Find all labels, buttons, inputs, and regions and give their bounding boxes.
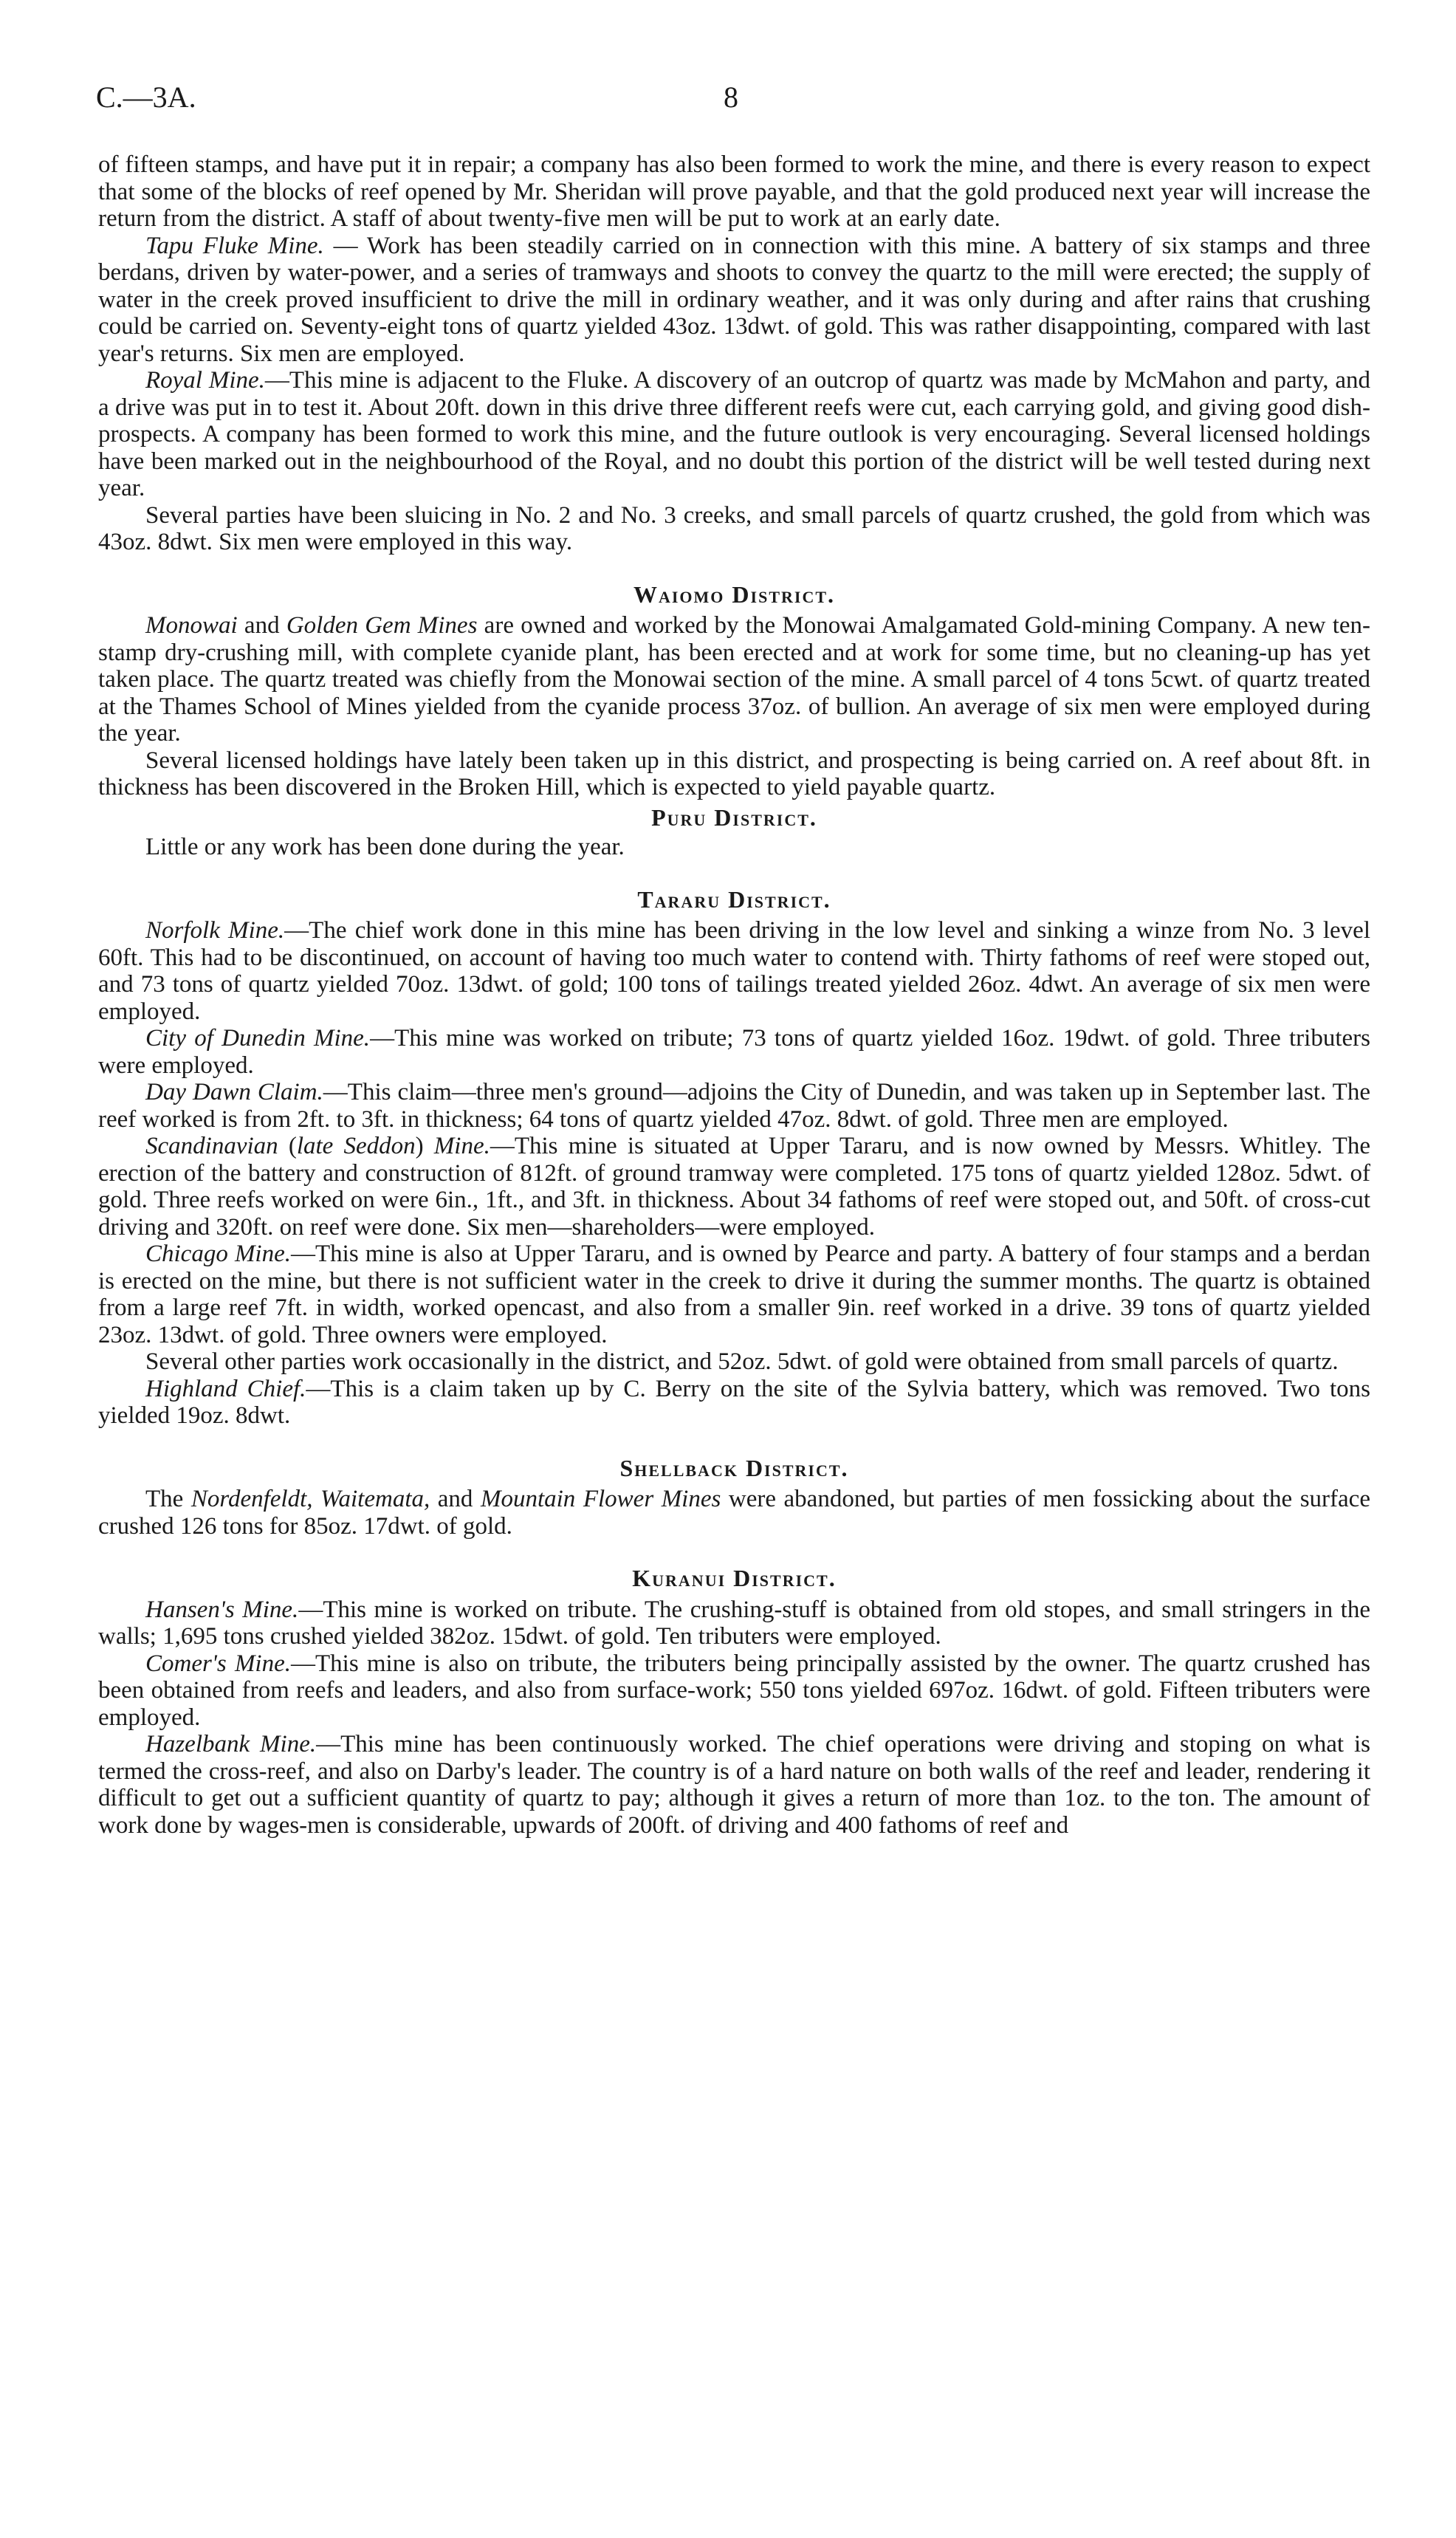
- paragraph: Several licensed holdings have lately been taken up in this district, and prospecting is being carried on. A reef about 8ft. in thickness has been discovered in the Broken Hill, which is expected to yield payable quartz.: [98, 747, 1370, 800]
- paragraph-royal: Royal Mine.—This mine is adjacent to the Fluke. A discovery of an outcrop of quartz was made by McMahon and party, and a drive was put in to test it. About 20ft. down in this drive three different reefs were cut, each carrying gold, and giving good dish-prospects. A company has been formed to work this mine, and the future outlook is very encouraging. Several licensed holdings have been marked out in the neighbourhood of the Royal, and no doubt this portion of the district will be well tested during next year.: [98, 367, 1370, 501]
- section-heading-kuranui: Kuranui District.: [632, 1565, 837, 1591]
- paragraph: of fifteen stamps, and have put it in repair; a company has also been formed to work the mine, and there is every reason to expect that some of the blocks of reef opened by Mr. Sheridan will prove payable, and that the gold produced next year will increase the return from the district. A staff of about twenty-five men will be put to work at an early date.: [98, 151, 1370, 232]
- document-reference: C.—3A.: [96, 80, 196, 114]
- paragraph-norfolk: Norfolk Mine.—The chief work done in this mine has been driving in the low level and sinking a winze from No. 3 level 60ft. This had to be discontinued, on account of having too much water to contend with. Thirty fathoms of reef were stoped out, and 73 tons of quartz yielded 70oz. 13dwt. of gold; 100 tons of tailings treated yielded 26oz. 4dwt. An average of six men were employed.: [98, 917, 1370, 1025]
- page-number: 8: [724, 80, 738, 114]
- body-text: [98, 151, 1370, 1839]
- paragraph-scandinavian: Scandinavian (late Seddon) Mine.—This mine is situated at Upper Tararu, and is now owned by Messrs. Whitley. The erection of the battery and construction of 812ft. of ground tramway were completed. 175 tons of quartz yielded 128oz. 5dwt. of gold. Three reefs worked on were 6in., 1ft., and 3ft. in thickness. About 34 fathoms of reef were stoped out, and 50ft. of cross-cut driving and 320ft. on reef were done. Six men—shareholders—were employed.: [98, 1133, 1370, 1241]
- paragraph-monowai: Monowai and Golden Gem Mines are owned and worked by the Monowai Amalgamated Gold-mining Company. A new ten-stamp dry-crushing mill, with complete cyanide plant, has been erected and at work for some time, but no cleaning-up has yet taken place. The quartz treated was chiefly from the Monowai section of the mine. A small parcel of 4 tons 5cwt. of quartz treated at the Thames School of Mines yielded from the cyanide process 37oz. of bullion. An average of six men were employed during the year.: [98, 612, 1371, 747]
- section-heading-waiomo: Waiomo District.: [633, 580, 836, 608]
- section-heading-puru: Puru District.: [651, 803, 817, 831]
- section-heading-shellback: Shellback District.: [619, 1454, 849, 1481]
- paragraph-hazelbank: Hazelbank Mine.—This mine has been continuously worked. The chief operations were driving and stoping on what is termed the cross-reef, and also on Darby's leader. The country is of a hard nature on both walls of the reef and leader, rendering it difficult to get out a sufficient quantity of quartz to pay; although it gives a return of more than 1oz. to the ton. The amount of work done by wages-men is considerable, upwards of 200ft. of driving and 400 fathoms of reef and: [98, 1731, 1370, 1839]
- paragraph: Little or any work has been done during the year.: [145, 834, 625, 860]
- paragraph-day-dawn: Day Dawn Claim.—This claim—three men's ground—adjoins the City of Dunedin, and was taken up in September last. The reef worked is from 2ft. to 3ft. in thickness; 64 tons of quartz yielded 47oz. 8dwt. of gold. Three men are employed.: [98, 1079, 1370, 1133]
- paragraph-shellback: The Nordenfeldt, Waitemata, and Mountain Flower Mines were abandoned, but parties of men fossicking about the surface crushed 126 tons for 85oz. 17dwt. of gold.: [98, 1486, 1370, 1540]
- mine-name: Royal Mine.: [145, 367, 265, 394]
- paragraph-comers: Comer's Mine.—This mine is also on tribute, the tributers being principally assisted by the owner. The quartz crushed has been obtained from reefs and leaders, and also from surface-work; 550 tons yielded 697oz. 16dwt. of gold. Fifteen tributers were employed.: [98, 1650, 1370, 1731]
- paragraph: Several parties have been sluicing in No. 2 and No. 3 creeks, and small parcels of quartz crushed, the gold from which was 43oz. 8dwt. Six men were employed in this way.: [98, 501, 1370, 555]
- page-header: [96, 80, 1366, 124]
- paragraph-highland-chief: Highland Chief.—This is a claim taken up by C. Berry on the site of the Sylvia battery, which was removed. Two tons yielded 19oz. 8dwt.: [98, 1375, 1370, 1429]
- paragraph-tapu-fluke: Tapu Fluke Mine. — Work has been steadily carried on in connection with this mine. A battery of six stamps and three berdans, driven by water-power, and a series of tramways and shoots to convey the quartz to the mill were erected; the supply of water in the creek proved insufficient to drive the mill in ordinary weather, and it was only during and after rains that crushing could be carried on. Seventy-eight tons of quartz yielded 43oz. 13dwt. of gold. This was rather disappointing, compared with last year's returns. Six men are employed.: [98, 232, 1371, 367]
- mine-name: Tapu Fluke Mine.: [145, 232, 324, 259]
- paragraph-hansens: Hansen's Mine.—This mine is worked on tribute. The crushing-stuff is obtained from old stopes, and small stringers in the walls; 1,695 tons crushed yielded 382oz. 15dwt. of gold. Ten tributers were employed.: [98, 1596, 1370, 1650]
- paragraph-chicago: Chicago Mine.—This mine is also at Upper Tararu, and is owned by Pearce and party. A battery of four stamps and a berdan is erected on the mine, but there is not sufficient water in the creek to drive it during the summer months. The quartz is obtained from a large reef 7ft. in width, worked opencast, and also from a smaller 9in. reef worked in a drive. 39 tons of quartz yielded 23oz. 13dwt. of gold. Three owners were employed.: [98, 1241, 1370, 1348]
- section-heading-tararu: Tararu District.: [637, 885, 831, 913]
- paragraph-city-of-dunedin: City of Dunedin Mine.—This mine was worked on tribute; 73 tons of quartz yielded 16oz. 19dwt. of gold. Three tributers were employed.: [98, 1025, 1370, 1079]
- paragraph: Several other parties work occasionally in the district, and 52oz. 5dwt. of gold were obtained from small parcels of quartz.: [145, 1348, 1339, 1375]
